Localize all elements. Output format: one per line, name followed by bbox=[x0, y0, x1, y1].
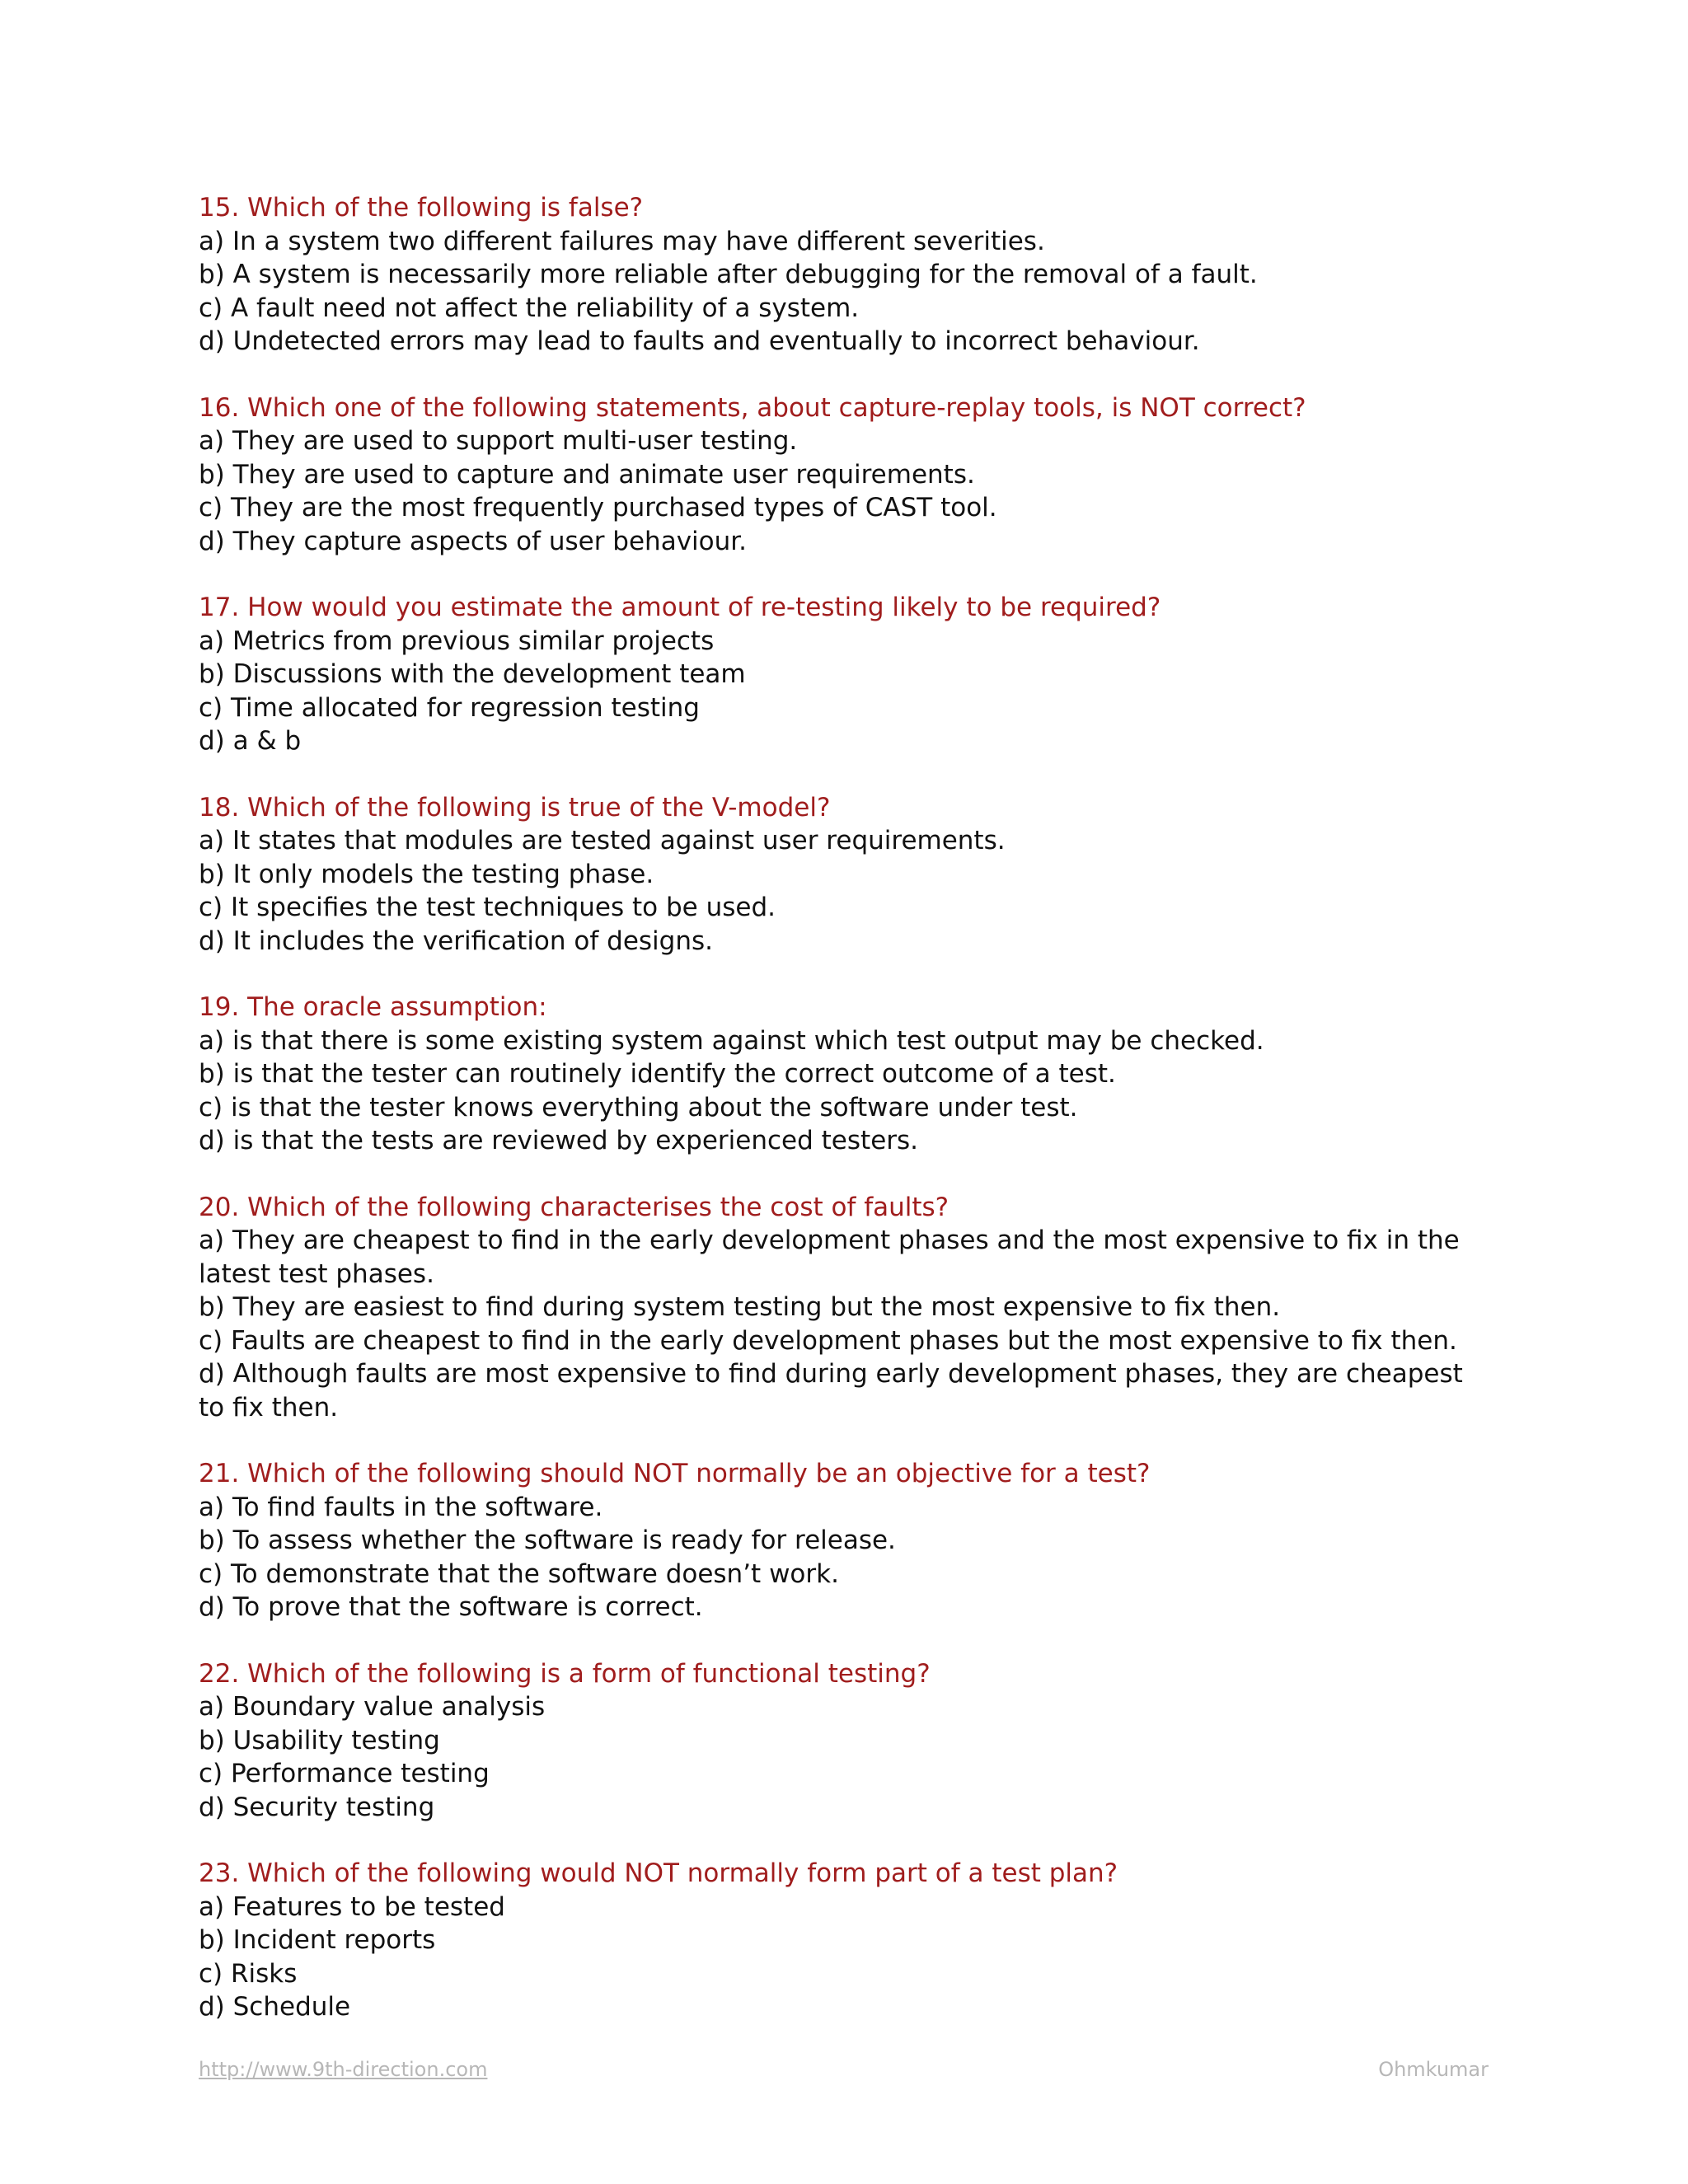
option-c: c) A fault need not affect the reliability of a system. bbox=[199, 293, 860, 323]
question-title: 19. The oracle assumption: bbox=[199, 992, 547, 1022]
option-c: c) It specifies the test techniques to be used. bbox=[199, 893, 776, 922]
option-c: c) To demonstrate that the software doesn’t work. bbox=[199, 1558, 839, 1589]
question-18 bbox=[199, 791, 1484, 958]
option-c: c) They are the most frequently purchased types of CAST tool. bbox=[199, 493, 997, 523]
option-c: c) Performance testing bbox=[199, 1759, 490, 1788]
option-list bbox=[199, 824, 1484, 958]
question-title: 15. Which of the following is false? bbox=[199, 193, 644, 223]
page-footer bbox=[199, 2058, 1489, 2086]
option-d: d) To prove that the software is correct. bbox=[199, 1592, 703, 1622]
option-d: d) Security testing bbox=[199, 1792, 435, 1822]
option-d: d) It includes the verification of designs. bbox=[199, 926, 713, 956]
option-a: a) It states that modules are tested against user requirements. bbox=[199, 826, 1006, 855]
option-d: d) They capture aspects of user behaviour. bbox=[199, 526, 748, 556]
question-20 bbox=[199, 1191, 1484, 1425]
question-22 bbox=[199, 1657, 1484, 1825]
option-b: b) To assess whether the software is ready for release. bbox=[199, 1526, 896, 1555]
option-a: a) Features to be tested bbox=[199, 1891, 505, 1922]
footer-link[interactable]: http://www.9th-direction.com bbox=[199, 2058, 488, 2081]
question-19 bbox=[199, 991, 1484, 1158]
option-c: c) Risks bbox=[199, 1958, 298, 1989]
question-title: 17. How would you estimate the amount of re-testing likely to be required? bbox=[199, 593, 1161, 622]
question-title: 23. Which of the following would NOT normally form part of a test plan? bbox=[199, 1858, 1118, 1888]
option-a: a) They are cheapest to find in the early development phases and the most expensive to fix in the latest test phases. bbox=[199, 1226, 1460, 1289]
question-21 bbox=[199, 1457, 1484, 1624]
footer-author: Ohmkumar bbox=[1378, 2058, 1489, 2081]
option-d: d) a & b bbox=[199, 726, 302, 756]
option-list bbox=[199, 1891, 1484, 2024]
option-a: a) is that there is some existing system against which test output may be checked. bbox=[199, 1025, 1264, 1056]
option-c: c) Faults are cheapest to find in the early development phases but the most expensive to fix then. bbox=[199, 1325, 1457, 1356]
option-b: b) is that the tester can routinely identify the correct outcome of a test. bbox=[199, 1059, 1116, 1089]
question-title: 22. Which of the following is a form of functional testing? bbox=[199, 1658, 931, 1689]
option-a: a) To find faults in the software. bbox=[199, 1492, 603, 1522]
option-d: d) Although faults are most expensive to find during early development phases, they are cheapest to fix then. bbox=[199, 1359, 1463, 1422]
question-title: 20. Which of the following characterises the cost of faults? bbox=[199, 1192, 950, 1222]
option-b: b) They are used to capture and animate user requirements. bbox=[199, 459, 975, 490]
option-b: b) Discussions with the development team bbox=[199, 659, 746, 689]
option-a: a) They are used to support multi-user testing. bbox=[199, 426, 798, 456]
option-list bbox=[199, 1690, 1484, 1824]
option-list bbox=[199, 1024, 1484, 1158]
option-d: d) Schedule bbox=[199, 1992, 351, 2022]
question-title: 16. Which one of the following statements, about capture-replay tools, is NOT correct? bbox=[199, 392, 1306, 423]
option-c: c) is that the tester knows everything about the software under test. bbox=[199, 1092, 1078, 1122]
question-16 bbox=[199, 391, 1484, 559]
option-list bbox=[199, 225, 1484, 359]
option-c: c) Time allocated for regression testing bbox=[199, 692, 700, 723]
option-b: b) Incident reports bbox=[199, 1925, 436, 1955]
option-list bbox=[199, 424, 1484, 558]
question-title: 21. Which of the following should NOT normally be an objective for a test? bbox=[199, 1459, 1151, 1488]
option-a: a) Metrics from previous similar projects bbox=[199, 626, 715, 656]
option-b: b) They are easiest to find during system testing but the most expensive to fix then. bbox=[199, 1292, 1281, 1322]
option-b: b) It only models the testing phase. bbox=[199, 859, 654, 889]
option-d: d) Undetected errors may lead to faults and eventually to incorrect behaviour. bbox=[199, 326, 1200, 356]
question-23 bbox=[199, 1857, 1484, 2024]
question-title: 18. Which of the following is true of the V-model? bbox=[199, 792, 831, 823]
option-list bbox=[199, 1224, 1484, 1424]
option-b: b) Usability testing bbox=[199, 1725, 440, 1755]
option-a: a) In a system two different failures may have different severities. bbox=[199, 226, 1045, 256]
question-17 bbox=[199, 591, 1484, 758]
option-list bbox=[199, 1491, 1484, 1624]
option-d: d) is that the tests are reviewed by experienced testers. bbox=[199, 1126, 919, 1155]
option-b: b) A system is necessarily more reliable after debugging for the removal of a fault. bbox=[199, 260, 1258, 289]
option-list bbox=[199, 625, 1484, 758]
option-a: a) Boundary value analysis bbox=[199, 1692, 546, 1722]
question-15 bbox=[199, 191, 1484, 359]
question-list bbox=[199, 191, 1484, 2057]
